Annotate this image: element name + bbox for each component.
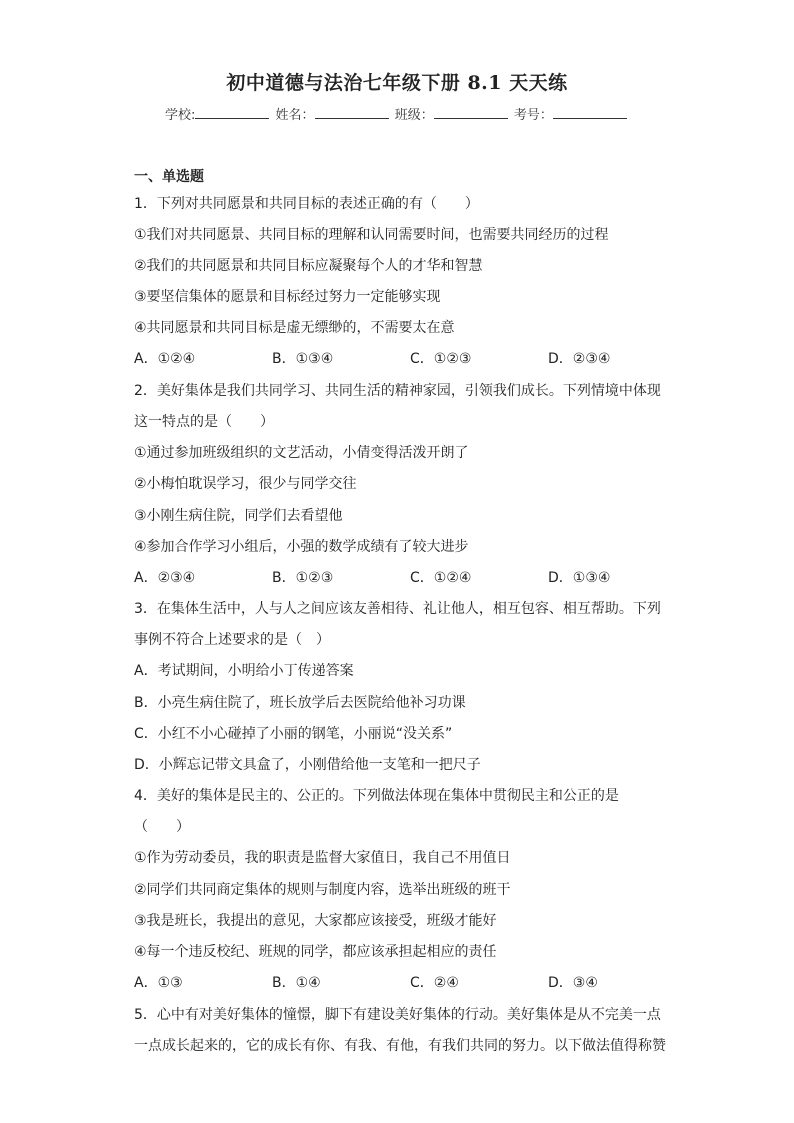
question-item: ②我们的共同愿景和共同目标应凝聚每个人的才华和智慧 <box>134 258 483 274</box>
option-c: C．小红不小心碰掉了小丽的钢笔，小丽说“没关系” <box>134 726 453 742</box>
question-item: ④参加合作学习小组后，小强的数学成绩有了较大进步 <box>134 539 469 555</box>
question-item: ①我们对共同愿景、共同目标的理解和认同需要时间，也需要共同经历的过程 <box>134 227 609 243</box>
option-a: A．②③④ <box>134 570 196 586</box>
option-d: D．①③④ <box>548 570 611 586</box>
school-blank <box>195 106 269 119</box>
section-title: 一、单选题 <box>134 169 204 185</box>
option-a: A．①②④ <box>134 351 196 367</box>
question-stem: （ ） <box>134 819 190 835</box>
question-item: ③我是班长，我提出的意见，大家都应该接受，班级才能好 <box>134 913 497 929</box>
option-b: B．①②③ <box>272 570 334 586</box>
question-stem: 事例不符合上述要求的是（ ） <box>134 632 330 648</box>
option-c: C．②④ <box>410 975 459 991</box>
question-item: ②同学们共同商定集体的规则与制度内容，选举出班级的班干 <box>134 882 511 898</box>
number-blank <box>553 106 627 119</box>
option-c: C．①②④ <box>410 570 472 586</box>
option-d: D．小辉忘记带文具盒了，小刚借给他一支笔和一把尺子 <box>134 757 481 773</box>
option-b: B．①④ <box>272 975 321 991</box>
question-item: ①作为劳动委员，我的职责是监督大家值日，我自己不用值日 <box>134 850 511 866</box>
class-blank <box>434 106 508 119</box>
question-item: ②小梅怕耽误学习，很少与同学交往 <box>134 476 357 492</box>
option-a: A．考试期间，小明给小丁传递答案 <box>134 663 354 679</box>
question-stem: 3．在集体生活中，人与人之间应该友善相待、礼让他人，相互包容、相互帮助。下列 <box>134 601 661 617</box>
question-item: ①通过参加班级组织的文艺活动，小倩变得活泼开朗了 <box>134 445 469 461</box>
option-b: B．小亮生病住院了，班长放学后去医院给他补习功课 <box>134 695 466 711</box>
option-d: D．②③④ <box>548 351 611 367</box>
question-stem: 1．下列对共同愿景和共同目标的表述正确的有（ ） <box>134 196 479 212</box>
option-d: D．③④ <box>548 975 598 991</box>
question-item: ③小刚生病住院，同学们去看望他 <box>134 508 343 524</box>
name-label: 姓名： <box>275 108 315 123</box>
question-stem: 2．美好集体是我们共同学习、共同生活的精神家园，引领我们成长。下列情境中体现 <box>134 383 661 399</box>
question-item: ④每一个违反校纪、班规的同学，都应该承担起相应的责任 <box>134 944 497 960</box>
option-c: C．①②③ <box>410 351 472 367</box>
question-stem: 这一特点的是（ ） <box>134 414 274 430</box>
option-b: B．①③④ <box>272 351 334 367</box>
question-item: ④共同愿景和共同目标是虚无缥缈的，不需要太在意 <box>134 320 455 336</box>
question-stem: 4．美好的集体是民主的、公正的。下列做法体现在集体中贯彻民主和公正的是 <box>134 788 619 804</box>
number-label: 考号： <box>513 108 553 123</box>
question-stem: 5．心中有对美好集体的憧憬，脚下有建设美好集体的行动。美好集体是从不完美一点 <box>134 1007 661 1023</box>
class-label: 班级： <box>394 108 434 123</box>
student-info-row <box>165 104 629 123</box>
page-title: 初中道德与法治七年级下册 8.1 天天练 <box>226 72 568 94</box>
school-label: 学校: <box>165 108 196 123</box>
question-stem: 一点成长起来的，它的成长有你、有我、有他，有我们共同的努力。以下做法值得称赞 <box>134 1038 666 1054</box>
name-blank <box>315 106 389 119</box>
question-item: ③要坚信集体的愿景和目标经过努力一定能够实现 <box>134 289 441 305</box>
option-a: A．①③ <box>134 975 183 991</box>
